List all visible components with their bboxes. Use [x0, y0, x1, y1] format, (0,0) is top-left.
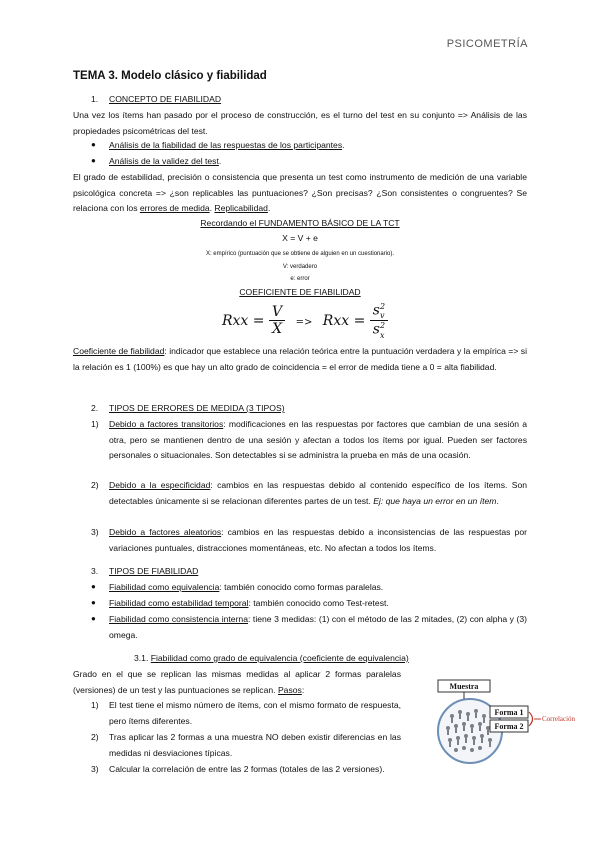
formula-lhs: Rxx: [222, 312, 249, 329]
formula-denominator-variance: [370, 321, 388, 339]
section-1-paragraph: [73, 170, 527, 217]
sample-label: Muestra: [449, 682, 479, 691]
formula-lhs-2: Rxx: [322, 312, 350, 329]
variance-sup: 2: [379, 302, 386, 311]
section-3-heading: TIPOS DE FIABILIDAD: [109, 566, 199, 576]
tct-heading: Recordando el FUNDAMENTO BÁSICO DE LA TCT: [200, 218, 400, 228]
section-2-heading: TIPOS DE ERRORES DE MEDIDA (3 TIPOS): [109, 403, 285, 413]
replicabilidad-term: Replicabilidad: [214, 203, 268, 213]
error-2-end: .: [496, 495, 499, 506]
reliability-formula: [222, 302, 388, 340]
formula-denominator-x: X: [272, 321, 283, 338]
parallel-forms-diagram: [430, 676, 590, 786]
formula-numerator-v: V: [269, 304, 285, 321]
step-2-number: 2): [91, 732, 99, 742]
errores-de-medida-term: errores de medida: [139, 203, 210, 213]
bullet-fiabilidad: [109, 138, 529, 154]
reliability-type-consistencia: [109, 612, 527, 643]
step-1: El test tiene el mismo número de ítems, con el mismo formato de respuesta, pero ítems diferentes.: [109, 700, 401, 726]
error-type-transitorios: [109, 417, 527, 464]
coef-definition: [73, 344, 527, 375]
subsection-3-1-text: [73, 667, 401, 698]
bullet-icon: ●: [91, 614, 96, 623]
pasos-colon: :: [301, 684, 305, 695]
error-type-especificidad: [109, 478, 527, 509]
bullet-icon: ●: [91, 582, 96, 591]
error-3-text: : cambios en las respuestas debido a inconsistencias de las respuestas por variaciones puntuales, distracciones momentáneas, etc. No afectan a todos los ítems.: [109, 527, 527, 553]
correlation-label: Correlación: [542, 715, 576, 723]
reliability-1-term: Fiabilidad como equivalencia: [109, 582, 220, 592]
paragraph-text: El grado de estabilidad, precisión o consistencia que presenta un test como instrumento de medición de una variable psicológica concreta => ¿son replicables las puntuaciones? ¿Son precisas? ¿Son consistentes o congruentes? Se relaciona con los: [73, 172, 527, 213]
bullet-validez: [109, 154, 529, 170]
bullet-icon: ●: [91, 598, 96, 607]
section-1-heading: CONCEPTO DE FIABILIDAD: [109, 94, 222, 104]
tct-def-v: V: verdadero: [282, 264, 318, 270]
error-1-term: Debido a factores transitorios: [109, 419, 224, 429]
reliability-2-text: : también conocido como Test-retest.: [248, 598, 389, 608]
formula-fraction-vx: [269, 304, 285, 337]
form-1-label: Forma 1: [494, 708, 524, 717]
section-3-number: 3.: [91, 566, 99, 576]
subsection-number: 3.1.: [134, 653, 149, 663]
bullet-fiabilidad-text: Análisis de la fiabilidad de las respuestas de los participantes: [109, 140, 343, 150]
section-1-number: 1.: [91, 94, 99, 104]
tct-def-x: X: empírico (puntuación que se obtiene de alguien en un cuestionario).: [205, 251, 395, 257]
error-3-number: 3): [91, 527, 99, 537]
error-1-number: 1): [91, 419, 99, 429]
paragraph-end: .: [267, 203, 271, 213]
error-2-example: Ej: que haya un error en un ítem: [373, 495, 497, 506]
reliability-2-term: Fiabilidad como estabilidad temporal: [109, 598, 249, 608]
variance-sub-x: x: [380, 330, 385, 340]
subsection-title: Fiabilidad como grado de equivalencia (coeficiente de equivalencia): [150, 653, 409, 663]
step-3-number: 3): [91, 764, 99, 774]
reliability-1-text: : también conocido como formas paralelas.: [219, 582, 384, 592]
running-header: PSICOMETRÍA: [446, 38, 528, 50]
variance-symbol: s: [372, 322, 380, 339]
bullet-icon: ●: [91, 140, 96, 149]
formula-arrow: =>: [295, 316, 313, 328]
coef-text: : indicador que establece una relación teórica entre la puntuación verdadera y la empírica => si la relación es 1 (100%) es que hay un alto grado de coincidencia = el error de medida tiene a 0 = alta fiabilidad.: [73, 346, 528, 372]
form-2-label: Forma 2: [494, 722, 524, 731]
section-2-number: 2.: [91, 403, 99, 413]
error-2-term: Debido a la especificidad: [109, 480, 211, 490]
correlation-bracket: [529, 712, 533, 726]
formula-equals: =: [252, 312, 265, 329]
formula-numerator-variance: [370, 302, 388, 321]
tct-formula: X = V + e: [282, 233, 318, 243]
section-1-intro: Una vez los ítems han pasado por el proceso de construcción, es el turno del test en su conjunto => Análisis de las propiedades psicométricas del test.: [73, 110, 527, 136]
variance-sub-v: v: [380, 311, 385, 321]
bullet-validez-text: Análisis de la validez del test: [109, 156, 219, 166]
bullet-icon: ●: [91, 156, 96, 165]
coef-heading: COEFICIENTE DE FIABILIDAD: [239, 287, 361, 297]
paragraph-separator: .: [209, 203, 215, 213]
pasos-term: Pasos: [277, 684, 302, 695]
variance-symbol: s: [372, 302, 380, 319]
error-2-number: 2): [91, 480, 99, 490]
error-2-text: : cambios en las respuestas debido al contenido específico de los ítems. Son detectables únicamente si se relacionan diferentes partes de un test.: [109, 480, 527, 506]
step-1-number: 1): [91, 700, 99, 710]
reliability-type-equivalencia: [109, 580, 527, 596]
formula-fraction-variances: [370, 302, 388, 340]
reliability-3-term: Fiabilidad como consistencia interna: [109, 614, 248, 624]
variance-sup: 2: [379, 321, 386, 331]
page-title: TEMA 3. Modelo clásico y fiabilidad: [73, 70, 267, 82]
bullet-fiabilidad-end: .: [342, 140, 345, 150]
error-3-term: Debido a factores aleatorios: [109, 527, 222, 537]
step-3: Calcular la correlación de entre las 2 formas (totales de las 2 versiones).: [109, 764, 385, 774]
error-1-text: : modificaciones en las respuestas por factores que cambian de una sesión a otra, pero se mantienen dentro de una sesión y afectan a todos los ítems por igual. Pueden ser factores personales o situacionales. Son detectables si se administra la prueba en más de una ocasión.: [109, 419, 527, 460]
formula-equals-2: =: [353, 312, 366, 329]
coef-term: Coeficiente de fiabilidad: [73, 346, 165, 356]
tct-def-e: e: error: [290, 276, 310, 282]
reliability-type-estabilidad: [109, 596, 527, 612]
bullet-validez-end: .: [218, 156, 222, 166]
subsection-description: Grado en el que se replican las mismas medidas al aplicar 2 formas paralelas (versiones) de un test y las puntuaciones se replican.: [73, 669, 401, 695]
reliability-3-text: : tiene 3 medidas: (1) con el método de las 2 mitades, (2) con alpha y (3) omega.: [109, 614, 528, 640]
step-2: Tras aplicar las 2 formas a una muestra NO deben existir diferencias en las medidas ni desviaciones típicas.: [109, 732, 401, 758]
error-type-aleatorios: [109, 525, 527, 556]
subsection-3-1-heading: [134, 651, 409, 667]
